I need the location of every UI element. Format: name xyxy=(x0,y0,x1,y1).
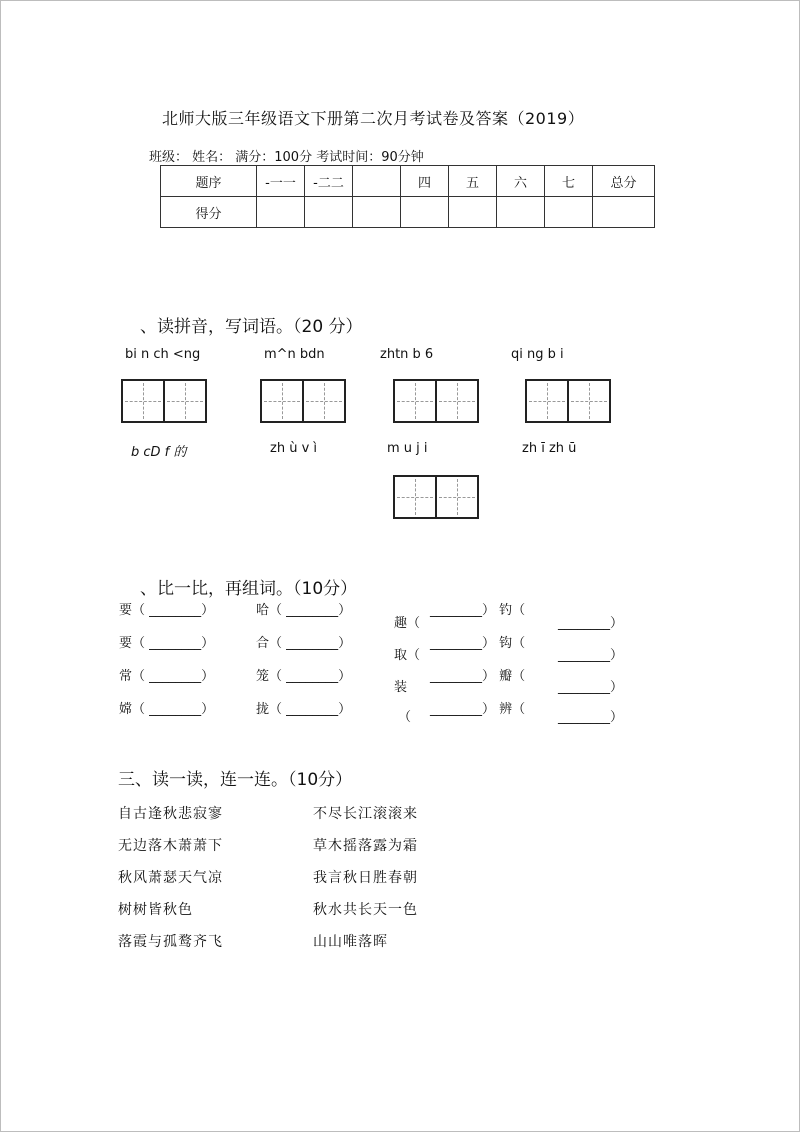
answer-blank[interactable]: ________） xyxy=(286,636,352,651)
char-item: ________） 钩（ xyxy=(430,636,526,651)
section3-heading: 三、读一读，连一连。（10分） xyxy=(118,770,353,790)
poem-line-left[interactable]: 无边落木萧萧下 xyxy=(118,838,223,854)
writing-grid[interactable] xyxy=(121,379,205,423)
writing-grid[interactable] xyxy=(260,379,344,423)
section1-heading: 、读拼音，写词语。（20 分） xyxy=(140,317,363,337)
answer-blank[interactable]: ________） xyxy=(286,669,352,684)
answer-blank[interactable]: ________） xyxy=(558,710,624,725)
answer-blank[interactable]: ________） xyxy=(149,669,215,684)
answer-blank[interactable]: ________） xyxy=(430,603,496,618)
poem-line-left[interactable]: 树树皆秋色 xyxy=(118,902,193,918)
answer-blank[interactable]: ________） xyxy=(558,680,624,695)
table-cell: -一一 xyxy=(257,166,305,197)
score-input-cell[interactable] xyxy=(593,197,655,228)
table-cell: 七 xyxy=(545,166,593,197)
score-input-cell[interactable] xyxy=(449,197,497,228)
pinyin-label: b cD f 的 xyxy=(131,445,187,460)
char-label: （ xyxy=(398,710,412,725)
score-table xyxy=(160,165,655,228)
char-item: 拢（ ________） xyxy=(256,702,352,717)
answer-blank[interactable]: ________） xyxy=(149,636,215,651)
poem-line-left[interactable]: 秋风萧瑟天气凉 xyxy=(118,870,223,886)
table-cell xyxy=(353,166,401,197)
score-input-cell[interactable] xyxy=(305,197,353,228)
pinyin-label: qi ng b i xyxy=(511,347,564,362)
answer-blank[interactable]: ________） xyxy=(149,603,215,618)
char-item: 常（ ________） xyxy=(119,669,215,684)
char-item: ________） 钓（ xyxy=(430,603,526,618)
char-label: 取（ xyxy=(394,648,421,663)
poem-line-right[interactable]: 草木摇落露为霜 xyxy=(313,838,418,854)
pinyin-label: m u j i xyxy=(387,441,428,456)
pinyin-label: bi n ch <ng xyxy=(125,347,201,362)
char-item: 要（ ________） xyxy=(119,636,215,651)
pinyin-label: zh ī zh ū xyxy=(522,441,577,456)
table-cell: 五 xyxy=(449,166,497,197)
answer-blank[interactable]: ________） xyxy=(430,702,496,717)
poem-line-right[interactable]: 秋水共长天一色 xyxy=(313,902,418,918)
answer-blank[interactable]: ________） xyxy=(430,669,496,684)
poem-line-left[interactable]: 落霞与孤鹜齐飞 xyxy=(118,934,223,950)
answer-blank[interactable]: ________） xyxy=(149,702,215,717)
table-cell: 四 xyxy=(401,166,449,197)
exam-info: 班级： 姓名： 满分：100分 考试时间：90分钟 xyxy=(149,150,424,165)
char-item: 哈（ ________） xyxy=(256,603,352,618)
pinyin-label: zh ù v ì xyxy=(270,441,318,456)
char-label: 装 xyxy=(394,680,408,695)
answer-blank[interactable]: ________） xyxy=(286,702,352,717)
table-row xyxy=(161,197,655,228)
poem-line-right[interactable]: 不尽长江滚滚来 xyxy=(313,806,418,822)
score-input-cell[interactable] xyxy=(545,197,593,228)
char-item: 笼（ ________） xyxy=(256,669,352,684)
pinyin-label: m^n bdn xyxy=(264,347,325,362)
writing-grid[interactable] xyxy=(393,379,477,423)
writing-grid[interactable] xyxy=(393,475,477,519)
table-cell: 得分 xyxy=(161,197,257,228)
char-label: 趣（ xyxy=(394,616,421,631)
score-input-cell[interactable] xyxy=(497,197,545,228)
page-title: 北师大版三年级语文下册第二次月考试卷及答案（2019） xyxy=(162,109,585,128)
char-item: ________） 辨（ xyxy=(430,702,526,717)
section2-heading: 、比一比，再组词。（10分） xyxy=(140,579,358,599)
table-cell: 总分 xyxy=(593,166,655,197)
table-cell: -二二 xyxy=(305,166,353,197)
score-input-cell[interactable] xyxy=(257,197,305,228)
char-item: 嫦（ ________） xyxy=(119,702,215,717)
answer-blank[interactable]: ________） xyxy=(558,648,624,663)
char-item: ________） 瓣（ xyxy=(430,669,526,684)
score-input-cell[interactable] xyxy=(353,197,401,228)
table-cell: 六 xyxy=(497,166,545,197)
score-input-cell[interactable] xyxy=(401,197,449,228)
writing-grid[interactable] xyxy=(525,379,609,423)
char-item: 要（ ________） xyxy=(119,603,215,618)
answer-blank[interactable]: ________） xyxy=(286,603,352,618)
poem-line-left[interactable]: 自古逢秋悲寂寥 xyxy=(118,806,223,822)
poem-line-right[interactable]: 山山唯落晖 xyxy=(313,934,388,950)
answer-blank[interactable]: ________） xyxy=(558,616,624,631)
table-cell: 题序 xyxy=(161,166,257,197)
poem-line-right[interactable]: 我言秋日胜春朝 xyxy=(313,870,418,886)
table-row xyxy=(161,166,655,197)
char-item: 合（ ________） xyxy=(256,636,352,651)
pinyin-label: zhtn b 6 xyxy=(380,347,434,362)
answer-blank[interactable]: ________） xyxy=(430,636,496,651)
